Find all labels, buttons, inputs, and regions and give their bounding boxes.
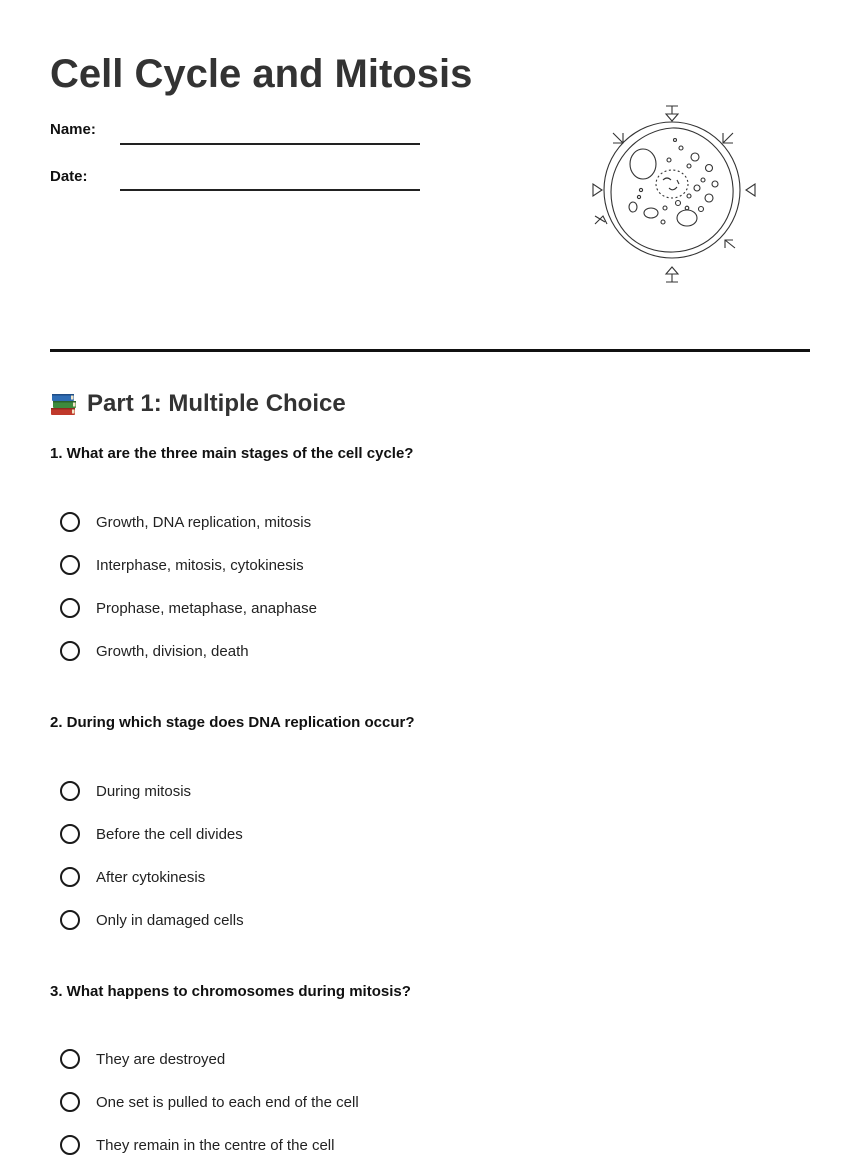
option-label: They remain in the centre of the cell (96, 1136, 335, 1154)
q1-option-1[interactable] (60, 509, 311, 535)
name-field[interactable] (120, 143, 420, 145)
radio-button[interactable] (60, 598, 80, 618)
radio-button[interactable] (60, 1135, 80, 1155)
q3-option-2[interactable] (60, 1089, 359, 1115)
radio-button[interactable] (60, 824, 80, 844)
name-label: Name: (50, 121, 96, 138)
cell-diagram-icon (585, 100, 760, 285)
q2-option-1[interactable] (60, 778, 191, 804)
option-label: Prophase, metaphase, anaphase (96, 599, 317, 617)
radio-button[interactable] (60, 867, 80, 887)
date-label: Date: (50, 168, 88, 185)
books-icon (50, 391, 78, 417)
q1-option-3[interactable] (60, 595, 317, 621)
radio-button[interactable] (60, 910, 80, 930)
radio-button[interactable] (60, 512, 80, 532)
option-label: During mitosis (96, 782, 192, 800)
option-label: They are destroyed (96, 1050, 226, 1068)
option-label: After cytokinesis (96, 868, 206, 886)
part1-heading-text: Part 1: Multiple Choice (87, 390, 346, 417)
option-label: One set is pulled to each end of the cell (96, 1093, 359, 1111)
q1-option-4[interactable] (60, 638, 249, 664)
option-label: Growth, division, death (96, 642, 249, 660)
page-title: Cell Cycle and Mitosis (50, 52, 473, 96)
q1-option-2[interactable] (60, 552, 304, 578)
radio-button[interactable] (60, 641, 80, 661)
q2-option-2[interactable] (60, 821, 243, 847)
radio-button[interactable] (60, 1049, 80, 1069)
radio-button[interactable] (60, 555, 80, 575)
option-label: Growth, DNA replication, mitosis (96, 513, 312, 531)
option-label: Only in damaged cells (96, 911, 244, 929)
question-2: 2. During which stage does DNA replication occur? (50, 714, 415, 731)
radio-button[interactable] (60, 1092, 80, 1112)
date-field[interactable] (120, 189, 420, 191)
q3-option-1[interactable] (60, 1046, 225, 1072)
question-3: 3. What happens to chromosomes during mitosis? (50, 983, 411, 1000)
option-label: Before the cell divides (96, 825, 243, 843)
question-1: 1. What are the three main stages of the cell cycle? (50, 445, 414, 462)
q2-option-4[interactable] (60, 907, 244, 933)
q2-option-3[interactable] (60, 864, 205, 890)
q3-option-3[interactable] (60, 1132, 334, 1158)
option-label: Interphase, mitosis, cytokinesis (96, 556, 304, 574)
radio-button[interactable] (60, 781, 80, 801)
part1-heading (50, 388, 346, 420)
section-divider (50, 349, 810, 352)
